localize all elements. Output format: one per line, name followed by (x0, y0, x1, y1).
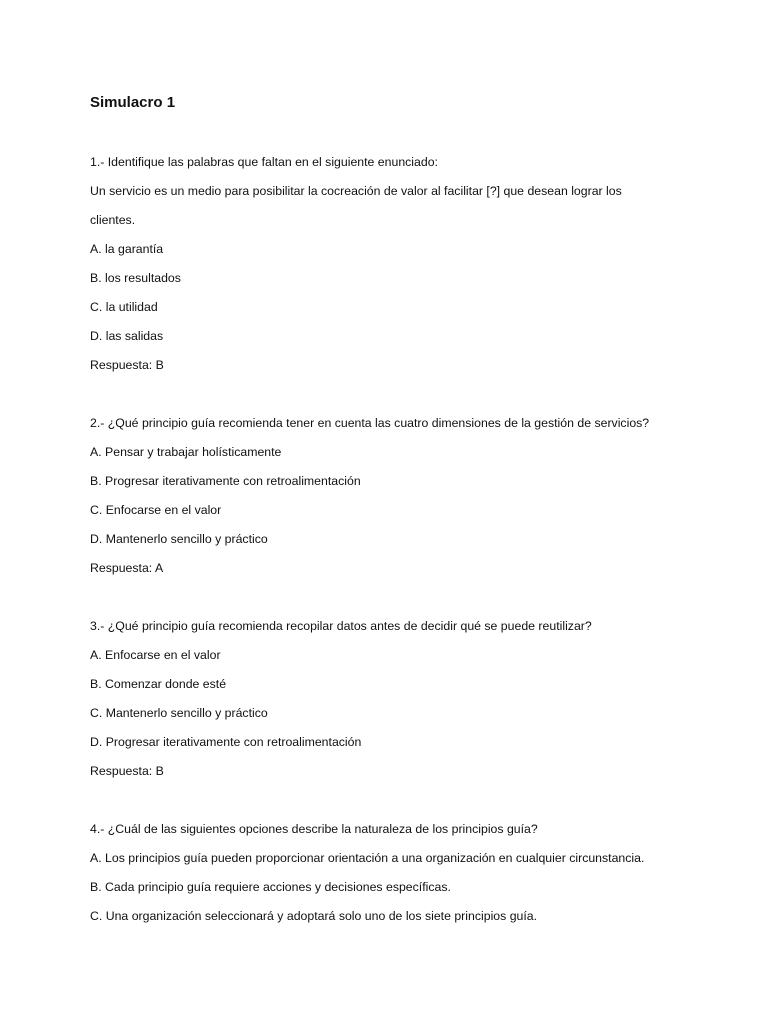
answer-option: A. Los principios guía pueden proporcionar orientación a una organización en cualquier circunstancia. (90, 851, 645, 865)
question-text: 3.- ¿Qué principio guía recomienda recopilar datos antes de decidir qué se puede reutilizar? (90, 619, 592, 633)
question-text: Un servicio es un medio para posibilitar la cocreación de valor al facilitar [?] que desean lograr los (90, 184, 622, 198)
answer-option: C. la utilidad (90, 300, 158, 314)
answer-option: C. Una organización seleccionará y adoptará solo uno de los siete principios guía. (90, 909, 538, 923)
question-text: 1.- Identifique las palabras que faltan en el siguiente enunciado: (90, 155, 438, 169)
question-text: 2.- ¿Qué principio guía recomienda tener en cuenta las cuatro dimensiones de la gestión de servicios? (90, 416, 650, 430)
answer-option: D. Mantenerlo sencillo y práctico (90, 532, 268, 546)
question-4 (90, 815, 730, 931)
answer-key: Respuesta: B (90, 764, 164, 778)
answer-option: A. la garantía (90, 242, 164, 256)
answer-option: B. Progresar iterativamente con retroalimentación (90, 474, 361, 488)
answer-option: B. los resultados (90, 271, 181, 285)
answer-option: A. Enfocarse en el valor (90, 648, 221, 662)
question-text: 4.- ¿Cuál de las siguientes opciones describe la naturaleza de los principios guía? (90, 822, 538, 836)
answer-option: D. Progresar iterativamente con retroalimentación (90, 735, 362, 749)
document-content (90, 92, 730, 931)
answer-option: C. Mantenerlo sencillo y práctico (90, 706, 268, 720)
answer-key: Respuesta: B (90, 358, 164, 372)
answer-option: D. las salidas (90, 329, 164, 343)
question-2 (90, 409, 730, 583)
answer-option: B. Cada principio guía requiere acciones y decisiones específicas. (90, 880, 451, 894)
question-3 (90, 612, 730, 786)
answer-option: B. Comenzar donde esté (90, 677, 227, 691)
answer-option: A. Pensar y trabajar holísticamente (90, 445, 282, 459)
answer-option: C. Enfocarse en el valor (90, 503, 222, 517)
document-title: Simulacro 1 (90, 94, 176, 111)
question-text: clientes. (90, 213, 136, 227)
answer-key: Respuesta: A (90, 561, 164, 575)
question-1 (90, 148, 730, 380)
